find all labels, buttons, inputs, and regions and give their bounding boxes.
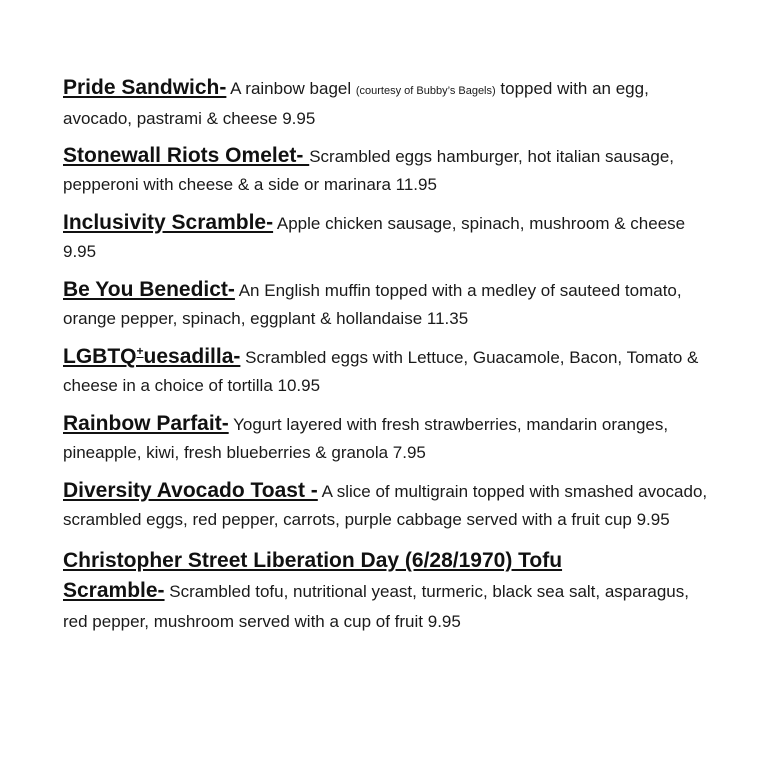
menu-item-stonewall-omelet: [63, 142, 713, 199]
menu-item-description: Scrambled eggs with Lettuce, Guacamole, Bacon, Tomato & cheese in a choice of tortilla 10.95: [63, 348, 699, 395]
menu-item-title: Be You Benedict-: [63, 278, 235, 301]
menu-item-diversity-avocado-toast: [63, 477, 713, 534]
menu-item-title: Inclusivity Scramble-: [63, 211, 274, 234]
menu-item-description: Scrambled tofu, nutritional yeast, turmeric, black sea salt, asparagus, red pepper, mushroom served with a cup of fruit 9.95: [63, 582, 689, 631]
breakfast-menu: [63, 74, 713, 637]
menu-item-inclusivity-scramble: [63, 209, 713, 266]
menu-item-lgbtq-quesadilla: [63, 343, 713, 400]
menu-item-description: A slice of multigrain topped with smashed avocado, scrambled eggs, red pepper, carrots, purple cabbage served with a fruit cup 9.95: [63, 482, 708, 529]
menu-item-title-line2: Scramble-: [63, 579, 165, 602]
menu-item-rainbow-parfait: [63, 410, 713, 467]
menu-item-description-cont: topped with an egg, avocado, pastrami & cheese 9.95: [63, 79, 649, 128]
menu-item-description: Yogurt layered with fresh strawberries, mandarin oranges, pineapple, kiwi, fresh blueberries & granola 7.95: [63, 415, 669, 462]
menu-item-pride-sandwich: [63, 74, 713, 133]
menu-item-description: An English muffin topped with a medley of sauteed tomato, orange pepper, spinach, eggplant & hollandaise 11.35: [63, 281, 682, 328]
menu-item-be-you-benedict: [63, 276, 713, 333]
menu-item-title: [63, 345, 240, 368]
menu-item-title: Diversity Avocado Toast -: [63, 479, 318, 502]
menu-item-title: Stonewall Riots Omelet-: [63, 144, 310, 167]
menu-item-description: A rainbow bagel: [226, 79, 356, 98]
plus-superscript: +: [136, 344, 144, 358]
menu-item-title-part: uesadilla-: [143, 345, 241, 368]
menu-item-note: (courtesy of Bubby’s Bagels): [355, 85, 496, 97]
menu-item-description: Scrambled eggs hamburger, hot italian sausage, pepperoni with cheese & a side or marinara 11.95: [63, 147, 674, 194]
menu-item-title-part: LGBTQ: [63, 345, 137, 368]
menu-item-title-line1: Christopher Street Liberation Day (6/28/1970) Tofu: [63, 549, 563, 572]
menu-item-title: Pride Sandwich-: [63, 76, 227, 99]
menu-item-tofu-scramble: [63, 546, 713, 637]
menu-item-description: Apple chicken sausage, spinach, mushroom & cheese 9.95: [63, 214, 686, 261]
menu-item-title: Rainbow Parfait-: [63, 412, 229, 435]
